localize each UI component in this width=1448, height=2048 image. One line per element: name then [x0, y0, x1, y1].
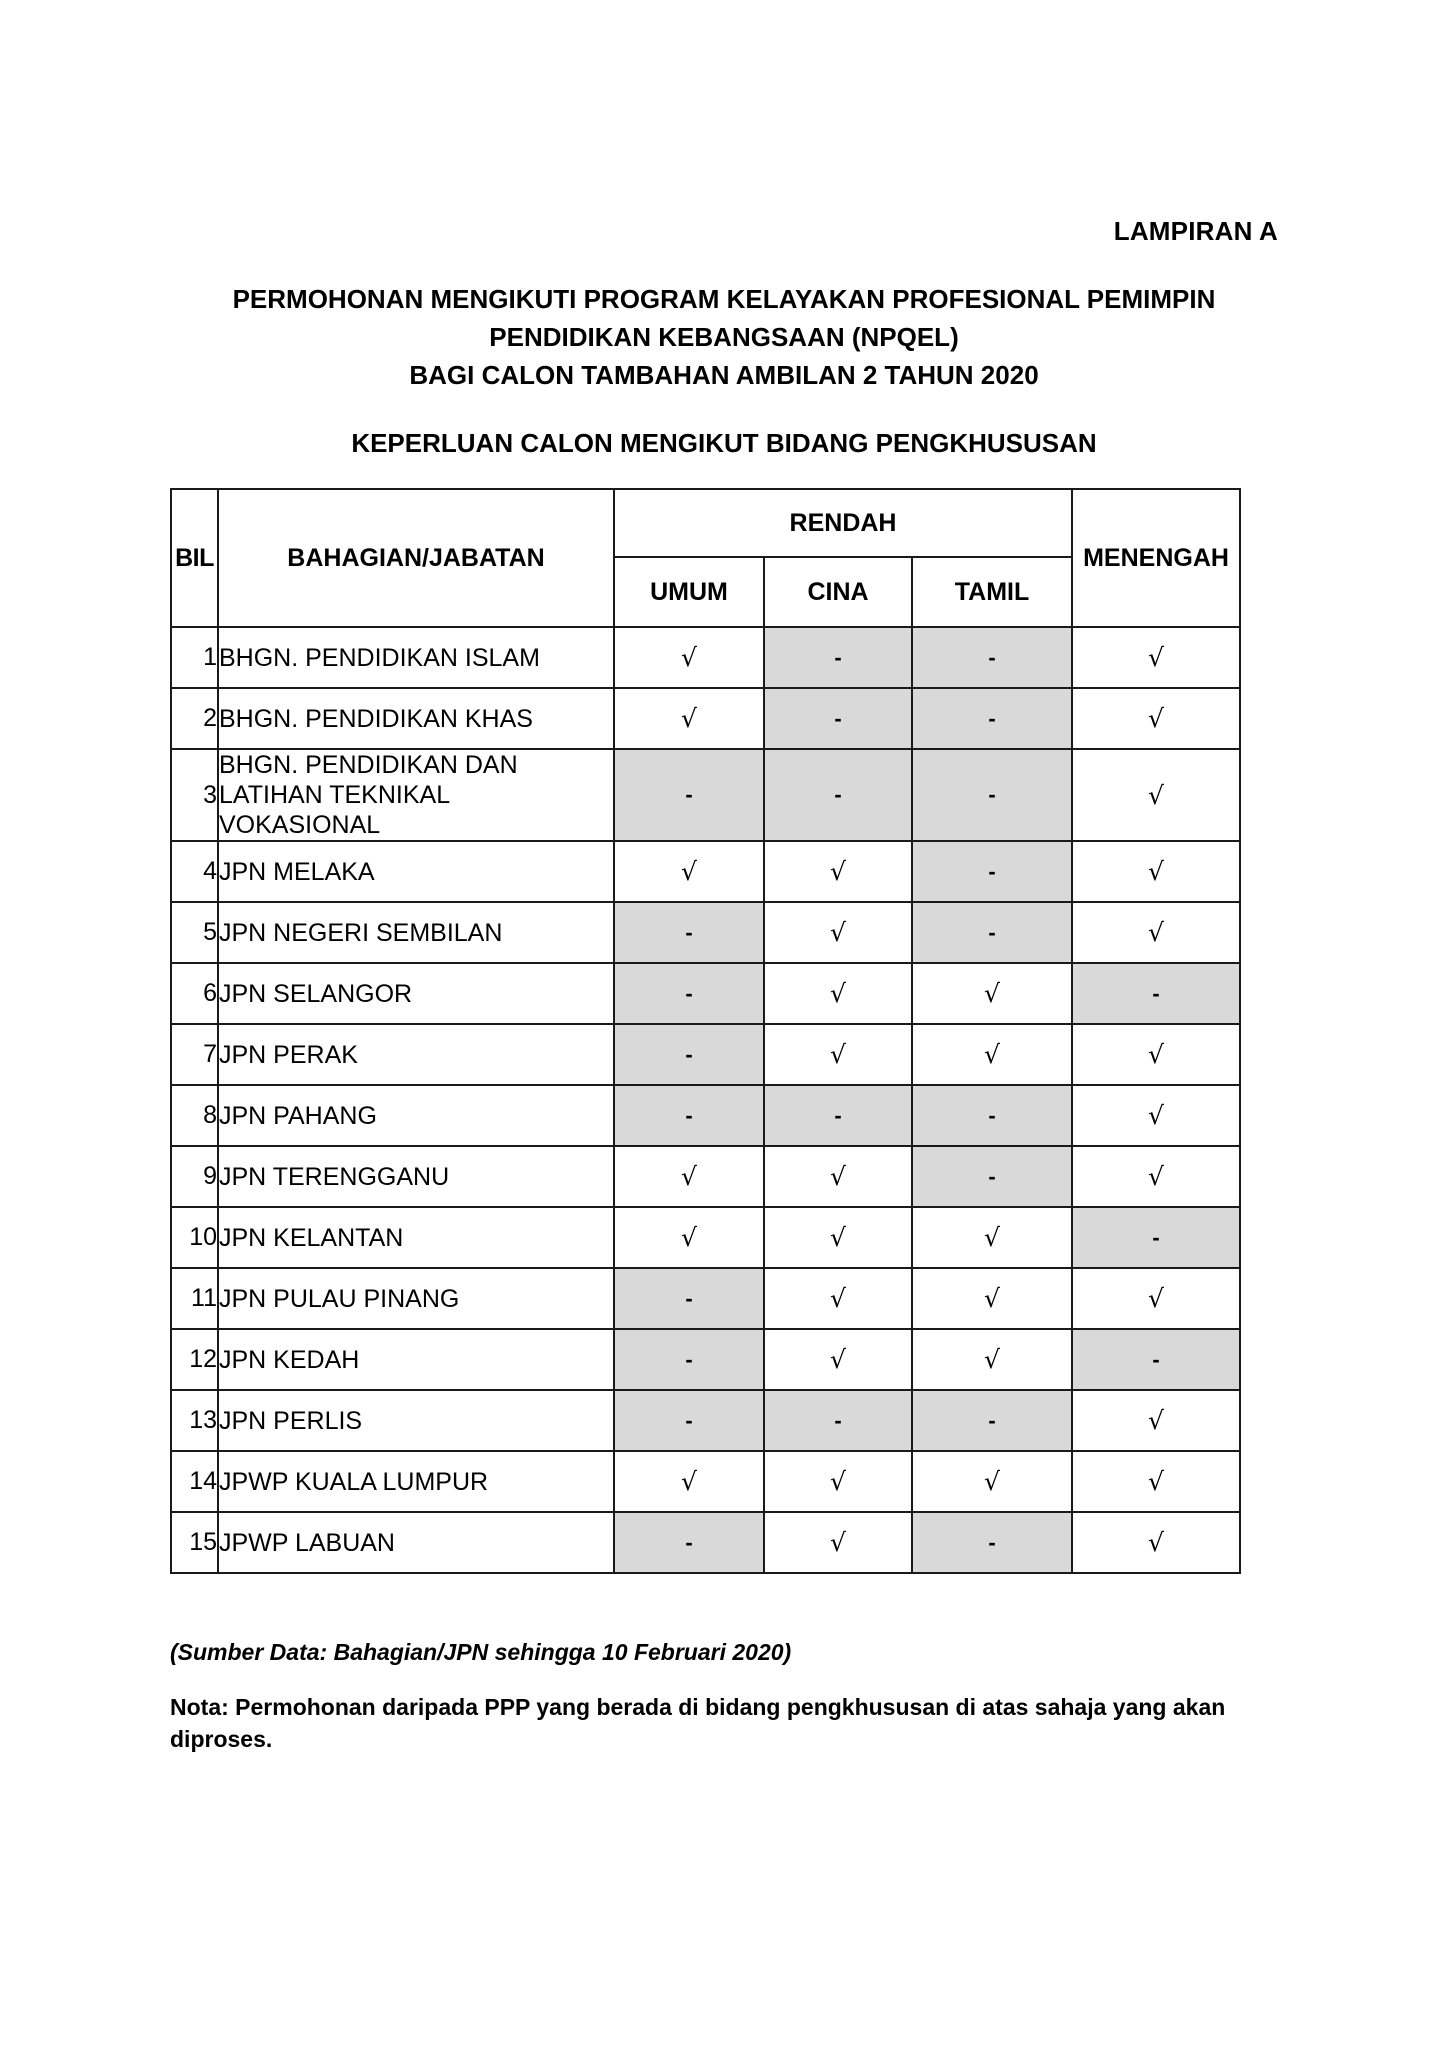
cell-umum-check-icon: √: [614, 627, 764, 688]
row-number: 3: [171, 749, 218, 841]
header-cina: CINA: [764, 557, 912, 627]
department-name: JPN PULAU PINANG: [218, 1268, 614, 1329]
department-name: JPWP KUALA LUMPUR: [218, 1451, 614, 1512]
cell-cina-check-icon: √: [764, 1268, 912, 1329]
cell-umum-check-icon: √: [614, 841, 764, 902]
cell-menengah-check-icon: √: [1072, 627, 1240, 688]
cell-umum-dash: -: [614, 902, 764, 963]
table-row: [171, 841, 1240, 902]
cell-cina-check-icon: √: [764, 963, 912, 1024]
table-row: [171, 749, 1240, 841]
row-number: 8: [171, 1085, 218, 1146]
cell-menengah-check-icon: √: [1072, 688, 1240, 749]
cell-tamil-check-icon: √: [912, 1207, 1072, 1268]
cell-menengah-check-icon: √: [1072, 749, 1240, 841]
row-number: 12: [171, 1329, 218, 1390]
department-name: BHGN. PENDIDIKAN KHAS: [218, 688, 614, 749]
cell-umum-check-icon: √: [614, 1207, 764, 1268]
cell-menengah-check-icon: √: [1072, 1024, 1240, 1085]
header-umum: UMUM: [614, 557, 764, 627]
row-number: 9: [171, 1146, 218, 1207]
row-number: 2: [171, 688, 218, 749]
cell-umum-dash: -: [614, 1268, 764, 1329]
row-number: 5: [171, 902, 218, 963]
cell-cina-check-icon: √: [764, 1024, 912, 1085]
department-name: JPN PERAK: [218, 1024, 614, 1085]
data-source: (Sumber Data: Bahagian/JPN sehingga 10 Februari 2020): [170, 1639, 792, 1665]
cell-menengah-check-icon: √: [1072, 1146, 1240, 1207]
table-row: [171, 1268, 1240, 1329]
department-name: JPN KEDAH: [218, 1329, 614, 1390]
title-line: PERMOHONAN MENGIKUTI PROGRAM KELAYAKAN PROFESIONAL PEMIMPIN: [232, 284, 1216, 314]
row-number: 7: [171, 1024, 218, 1085]
cell-menengah-check-icon: √: [1072, 1390, 1240, 1451]
cell-tamil-dash: -: [912, 1146, 1072, 1207]
table-row: [171, 1329, 1240, 1390]
cell-cina-dash: -: [764, 1085, 912, 1146]
cell-tamil-dash: -: [912, 749, 1072, 841]
cell-umum-dash: -: [614, 963, 764, 1024]
requirements-table: [170, 488, 1241, 1574]
cell-cina-check-icon: √: [764, 841, 912, 902]
table-body: [171, 627, 1240, 1573]
cell-umum-check-icon: √: [614, 1146, 764, 1207]
department-name-line: BHGN. PENDIDIKAN DAN: [219, 751, 518, 779]
cell-umum-dash: -: [614, 1329, 764, 1390]
row-number: 10: [171, 1207, 218, 1268]
cell-cina-dash: -: [764, 1390, 912, 1451]
title-line: PENDIDIKAN KEBANGSAAN (NPQEL): [489, 322, 959, 352]
cell-cina-check-icon: √: [764, 1512, 912, 1573]
cell-cina-check-icon: √: [764, 1329, 912, 1390]
cell-umum-dash: -: [614, 1085, 764, 1146]
cell-tamil-dash: -: [912, 627, 1072, 688]
cell-menengah-dash: -: [1072, 1329, 1240, 1390]
cell-menengah-check-icon: √: [1072, 1451, 1240, 1512]
cell-tamil-check-icon: √: [912, 1024, 1072, 1085]
row-number: 1: [171, 627, 218, 688]
table-row: [171, 1207, 1240, 1268]
cell-cina-dash: -: [764, 627, 912, 688]
cell-cina-check-icon: √: [764, 902, 912, 963]
note: Nota: Permohonan daripada PPP yang berada di bidang pengkhususan di atas sahaja yang akan diproses.: [170, 1694, 1226, 1752]
department-name: BHGN. PENDIDIKAN ISLAM: [218, 627, 614, 688]
row-number: 15: [171, 1512, 218, 1573]
table-row: [171, 688, 1240, 749]
department-name: [218, 749, 614, 841]
table-row: [171, 1024, 1240, 1085]
cell-umum-check-icon: √: [614, 1451, 764, 1512]
cell-umum-dash: -: [614, 749, 764, 841]
cell-cina-check-icon: √: [764, 1146, 912, 1207]
cell-tamil-dash: -: [912, 1512, 1072, 1573]
cell-umum-dash: -: [614, 1024, 764, 1085]
header-department: BAHAGIAN/JABATAN: [218, 489, 614, 627]
cell-umum-check-icon: √: [614, 688, 764, 749]
department-name-line: VOKASIONAL: [219, 811, 381, 839]
table-row: [171, 1390, 1240, 1451]
cell-menengah-dash: -: [1072, 963, 1240, 1024]
cell-menengah-check-icon: √: [1072, 902, 1240, 963]
department-name: JPN KELANTAN: [218, 1207, 614, 1268]
cell-cina-dash: -: [764, 688, 912, 749]
header-menengah: MENENGAH: [1072, 489, 1240, 627]
cell-menengah-check-icon: √: [1072, 1085, 1240, 1146]
row-number: 14: [171, 1451, 218, 1512]
row-number: 11: [171, 1268, 218, 1329]
cell-tamil-dash: -: [912, 1390, 1072, 1451]
cell-umum-dash: -: [614, 1512, 764, 1573]
header-rendah: RENDAH: [614, 489, 1072, 557]
title-line: BAGI CALON TAMBAHAN AMBILAN 2 TAHUN 2020: [409, 360, 1039, 390]
table-row: [171, 963, 1240, 1024]
department-name: JPN SELANGOR: [218, 963, 614, 1024]
cell-tamil-dash: -: [912, 902, 1072, 963]
table-row: [171, 1512, 1240, 1573]
table-row: [171, 902, 1240, 963]
cell-menengah-check-icon: √: [1072, 841, 1240, 902]
table-row: [171, 1451, 1240, 1512]
cell-cina-check-icon: √: [764, 1451, 912, 1512]
cell-tamil-dash: -: [912, 1085, 1072, 1146]
department-name: JPN MELAKA: [218, 841, 614, 902]
cell-tamil-dash: -: [912, 841, 1072, 902]
department-name: JPWP LABUAN: [218, 1512, 614, 1573]
header-bil: BIL: [171, 489, 218, 627]
cell-cina-check-icon: √: [764, 1207, 912, 1268]
department-name: JPN NEGERI SEMBILAN: [218, 902, 614, 963]
department-name: JPN PERLIS: [218, 1390, 614, 1451]
table-row: [171, 1085, 1240, 1146]
row-number: 13: [171, 1390, 218, 1451]
cell-tamil-check-icon: √: [912, 1268, 1072, 1329]
cell-menengah-dash: -: [1072, 1207, 1240, 1268]
row-number: 6: [171, 963, 218, 1024]
row-number: 4: [171, 841, 218, 902]
cell-tamil-dash: -: [912, 688, 1072, 749]
cell-cina-dash: -: [764, 749, 912, 841]
table-row: [171, 1146, 1240, 1207]
cell-tamil-check-icon: √: [912, 1329, 1072, 1390]
cell-menengah-check-icon: √: [1072, 1268, 1240, 1329]
cell-menengah-check-icon: √: [1072, 1512, 1240, 1573]
cell-tamil-check-icon: √: [912, 1451, 1072, 1512]
table-subtitle: KEPERLUAN CALON MENGIKUT BIDANG PENGKHUSUSAN: [351, 428, 1097, 458]
department-name: JPN TERENGGANU: [218, 1146, 614, 1207]
table-row: [171, 627, 1240, 688]
annex-label: LAMPIRAN A: [1113, 216, 1278, 246]
cell-tamil-check-icon: √: [912, 963, 1072, 1024]
department-name: JPN PAHANG: [218, 1085, 614, 1146]
document-title: [120, 280, 1328, 394]
cell-umum-dash: -: [614, 1390, 764, 1451]
department-name-line: LATIHAN TEKNIKAL: [219, 781, 451, 809]
header-tamil: TAMIL: [912, 557, 1072, 627]
